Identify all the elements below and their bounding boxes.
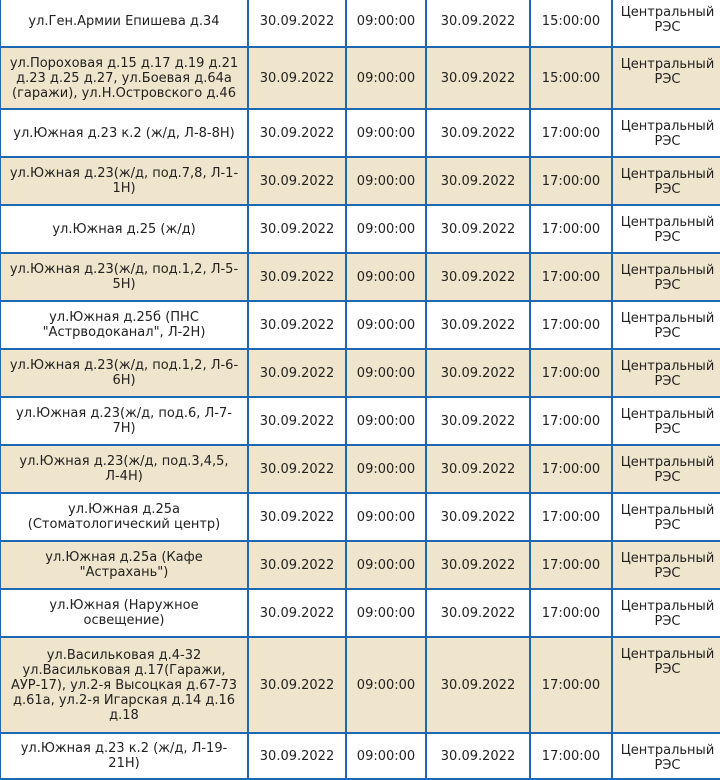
start-date-cell: 30.09.2022 (248, 637, 346, 733)
start-date-cell: 30.09.2022 (248, 205, 346, 253)
address-cell: ул.Южная д.23 к.2 (ж/д, Л-19-21Н) (0, 733, 248, 779)
end-time-cell: 17:00:00 (530, 445, 612, 493)
end-time-cell: 17:00:00 (530, 205, 612, 253)
district-cell: Центральный РЭС (612, 47, 720, 109)
start-time-cell: 09:00:00 (346, 733, 426, 779)
table-row (0, 589, 720, 637)
table-row (0, 493, 720, 541)
district-cell: Центральный РЭС (612, 349, 720, 397)
end-date-cell: 30.09.2022 (426, 0, 530, 47)
district-cell: Центральный РЭС (612, 397, 720, 445)
address-cell: ул.Южная д.23(ж/д, под.1,2, Л-6-6Н) (0, 349, 248, 397)
district-cell: Центральный РЭС (612, 589, 720, 637)
address-cell: ул.Южная д.23(ж/д, под.7,8, Л-1-1Н) (0, 157, 248, 205)
district-cell: Центральный РЭС (612, 253, 720, 301)
end-time-cell: 17:00:00 (530, 493, 612, 541)
end-time-cell: 17:00:00 (530, 637, 612, 733)
end-time-cell: 17:00:00 (530, 349, 612, 397)
start-date-cell: 30.09.2022 (248, 541, 346, 589)
end-time-cell: 17:00:00 (530, 397, 612, 445)
table-row (0, 47, 720, 109)
district-cell: Центральный РЭС (612, 637, 720, 733)
start-date-cell: 30.09.2022 (248, 349, 346, 397)
table-row (0, 157, 720, 205)
start-date-cell: 30.09.2022 (248, 589, 346, 637)
start-time-cell: 09:00:00 (346, 157, 426, 205)
table-row (0, 109, 720, 157)
address-cell: ул.Южная д.25 (ж/д) (0, 205, 248, 253)
address-cell: ул.Ген.Армии Епишева д.34 (0, 0, 248, 47)
start-date-cell: 30.09.2022 (248, 253, 346, 301)
end-date-cell: 30.09.2022 (426, 301, 530, 349)
end-time-cell: 15:00:00 (530, 47, 612, 109)
start-time-cell: 09:00:00 (346, 205, 426, 253)
address-cell: ул.Южная д.23(ж/д, под.3,4,5, Л-4Н) (0, 445, 248, 493)
address-cell: ул.Пороховая д.15 д.17 д.19 д.21 д.23 д.25 д.27, ул.Боевая д.64а (гаражи), ул.Н.Островского д.46 (0, 47, 248, 109)
table-row (0, 445, 720, 493)
table-row (0, 301, 720, 349)
end-time-cell: 17:00:00 (530, 109, 612, 157)
address-cell: ул.Южная д.23 к.2 (ж/д, Л-8-8Н) (0, 109, 248, 157)
district-cell: Центральный РЭС (612, 301, 720, 349)
start-date-cell: 30.09.2022 (248, 493, 346, 541)
end-date-cell: 30.09.2022 (426, 349, 530, 397)
end-date-cell: 30.09.2022 (426, 47, 530, 109)
end-time-cell: 17:00:00 (530, 733, 612, 779)
table-row (0, 733, 720, 779)
start-time-cell: 09:00:00 (346, 0, 426, 47)
start-time-cell: 09:00:00 (346, 253, 426, 301)
start-date-cell: 30.09.2022 (248, 109, 346, 157)
start-time-cell: 09:00:00 (346, 301, 426, 349)
end-time-cell: 17:00:00 (530, 541, 612, 589)
address-cell: ул.Южная д.23(ж/д, под.1,2, Л-5-5Н) (0, 253, 248, 301)
district-cell: Центральный РЭС (612, 109, 720, 157)
start-date-cell: 30.09.2022 (248, 0, 346, 47)
address-cell: ул.Южная д.25а (Стоматологический центр) (0, 493, 248, 541)
end-date-cell: 30.09.2022 (426, 205, 530, 253)
address-cell: ул.Южная д.23(ж/д, под.6, Л-7-7Н) (0, 397, 248, 445)
address-cell: ул.Южная д.25а (Кафе "Астрахань") (0, 541, 248, 589)
end-time-cell: 15:00:00 (530, 0, 612, 47)
end-date-cell: 30.09.2022 (426, 445, 530, 493)
table-row (0, 205, 720, 253)
district-cell: Центральный РЭС (612, 157, 720, 205)
address-cell: ул.Южная д.25б (ПНС "Астрводоканал", Л-2Н) (0, 301, 248, 349)
end-date-cell: 30.09.2022 (426, 397, 530, 445)
end-time-cell: 17:00:00 (530, 157, 612, 205)
end-date-cell: 30.09.2022 (426, 541, 530, 589)
start-time-cell: 09:00:00 (346, 397, 426, 445)
address-cell: ул.Васильковая д.4-32 ул.Васильковая д.17(Гаражи, АУР-17), ул.2-я Высоцкая д.67-73 д.61а, ул.2-я Игарская д.14 д.16 д.18 (0, 637, 248, 733)
district-cell: Центральный РЭС (612, 205, 720, 253)
start-time-cell: 09:00:00 (346, 445, 426, 493)
start-date-cell: 30.09.2022 (248, 445, 346, 493)
district-cell: Центральный РЭС (612, 733, 720, 779)
end-date-cell: 30.09.2022 (426, 637, 530, 733)
start-time-cell: 09:00:00 (346, 589, 426, 637)
start-time-cell: 09:00:00 (346, 541, 426, 589)
table-row (0, 349, 720, 397)
start-time-cell: 09:00:00 (346, 637, 426, 733)
start-date-cell: 30.09.2022 (248, 301, 346, 349)
district-cell: Центральный РЭС (612, 0, 720, 47)
district-cell: Центральный РЭС (612, 493, 720, 541)
end-date-cell: 30.09.2022 (426, 589, 530, 637)
start-date-cell: 30.09.2022 (248, 47, 346, 109)
end-date-cell: 30.09.2022 (426, 253, 530, 301)
end-date-cell: 30.09.2022 (426, 157, 530, 205)
start-time-cell: 09:00:00 (346, 349, 426, 397)
end-time-cell: 17:00:00 (530, 301, 612, 349)
district-cell: Центральный РЭС (612, 445, 720, 493)
end-date-cell: 30.09.2022 (426, 109, 530, 157)
end-date-cell: 30.09.2022 (426, 493, 530, 541)
table-row (0, 637, 720, 733)
table-row (0, 397, 720, 445)
end-date-cell: 30.09.2022 (426, 733, 530, 779)
start-date-cell: 30.09.2022 (248, 733, 346, 779)
table-row (0, 0, 720, 47)
start-time-cell: 09:00:00 (346, 109, 426, 157)
district-cell: Центральный РЭС (612, 541, 720, 589)
address-cell: ул.Южная (Наружное освещение) (0, 589, 248, 637)
start-date-cell: 30.09.2022 (248, 397, 346, 445)
start-time-cell: 09:00:00 (346, 493, 426, 541)
table-row (0, 253, 720, 301)
start-date-cell: 30.09.2022 (248, 157, 346, 205)
end-time-cell: 17:00:00 (530, 253, 612, 301)
table-row (0, 541, 720, 589)
start-time-cell: 09:00:00 (346, 47, 426, 109)
end-time-cell: 17:00:00 (530, 589, 612, 637)
